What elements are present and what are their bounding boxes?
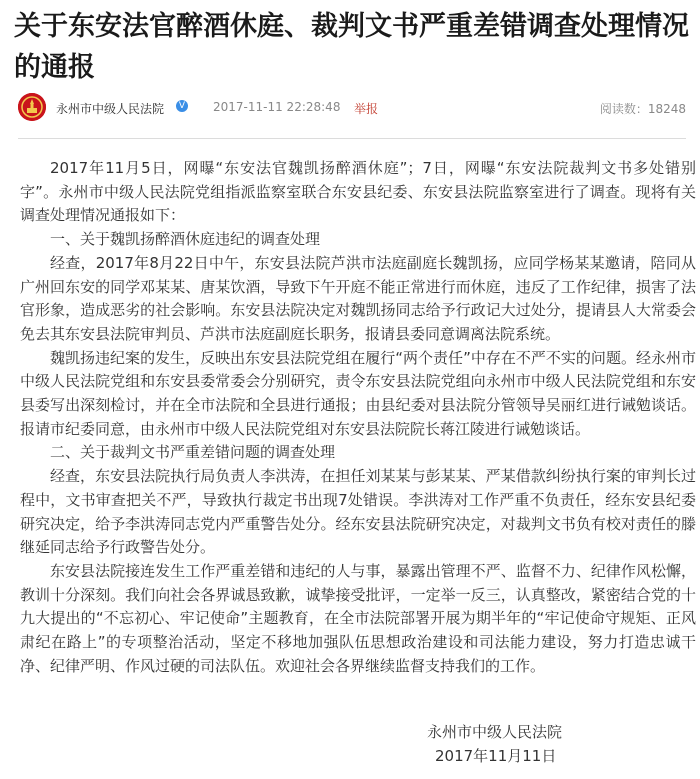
paragraph-finding-1: 经查，2017年8月22日中午，东安县法院芦洪市法庭副庭长魏凯扬，应同学杨某某邀请，陪同从广州回东安的同学邓某某、唐某饮酒，导致下午开庭不能正常进行而休庭，违反了工作纪律，损害了法官形象，造成恶劣的社会影响。东安县法院决定对魏凯扬同志给予行政记大过处分，提请县人大常委会免去其东安县法院审判员、芦洪市法庭副庭长职务，报请县委同意调离法院系统。 [20,253,696,343]
article-body [20,157,696,678]
paragraph-accountability-1: 魏凯扬违纪案的发生，反映出东安县法院党组在履行“两个责任”中存在不严不实的问题。经永州市中级人民法院党组和东安县委常委会分别研究，责令东安县法院党组向永州市中级人民法院党组和东安县委写出深刻检讨，并在全市法院和全县进行通报；由县纪委对县法院分管领导吴丽红进行诫勉谈话。报请市纪委同意，由永州市中级人民法院党组对东安县法院院长蒋江陵进行诫勉谈话。 [20,348,696,438]
paragraph-conclusion: 东安县法院接连发生工作严重差错和违纪的人与事，暴露出管理不严、监督不力、纪律作风松懈，教训十分深刻。我们向社会各界诚恳致歉，诚挚接受批评，一定举一反三，认真整改，紧密结合党的十九大提出的“不忘初心、牢记使命”主题教育，在全市法院部署开展为期半年的“牢记使命守规矩、正风肃纪在路上”的专项整治活动，坚定不移地加强队伍思想政治建设和司法能力建设，努力打造忠诚干净、纪律严明、作风过硬的司法队伍。欢迎社会各界继续监督支持我们的工作。 [20,561,696,675]
view-count: 阅读数：18248 [599,102,686,116]
publish-datetime: 2017-11-11 22:28:48 [213,100,341,114]
divider [18,138,686,139]
verified-badge-icon: V [176,100,188,112]
article-title: 关于东安法官醉酒休庭、裁判文书严重差错调查处理情况的通报 [14,11,689,83]
publisher-avatar-icon[interactable] [18,93,46,121]
article-meta [18,91,686,123]
paragraph-intro: 2017年11月5日，网曝“东安法官魏凯扬醉酒休庭”；7日，网曝“东安法院裁判文书多处错别字”。永州市中级人民法院党组指派监察室联合东安县纪委、东安县法院监察室进行了调查。现将有关调查处理情况通报如下： [20,159,696,225]
report-link[interactable]: 举报 [354,102,379,116]
signature-date: 2017年11月11日 [435,747,557,765]
signature-block [427,720,562,768]
paragraph-finding-2: 经查，东安县法院执行局负责人李洪涛，在担任刘某某与彭某某、严某借款纠纷执行案的审判长过程中，文书审查把关不严，导致执行裁定书出现7处错误。李洪涛对工作严重不负责任，经东安县纪委研究决定，给予李洪涛同志党内严重警告处分。经东安县法院研究决定，对裁判文书负有校对责任的滕继延同志给予行政警告处分。 [20,467,696,557]
section-heading-1: 一、关于魏凯扬醉酒休庭违纪的调查处理 [50,230,321,249]
section-heading-2: 二、关于裁判文书严重差错问题的调查处理 [50,443,336,462]
publisher-name-link[interactable]: 永州市中级人民法院 [56,102,165,116]
signature-org: 永州市中级人民法院 [427,723,563,741]
